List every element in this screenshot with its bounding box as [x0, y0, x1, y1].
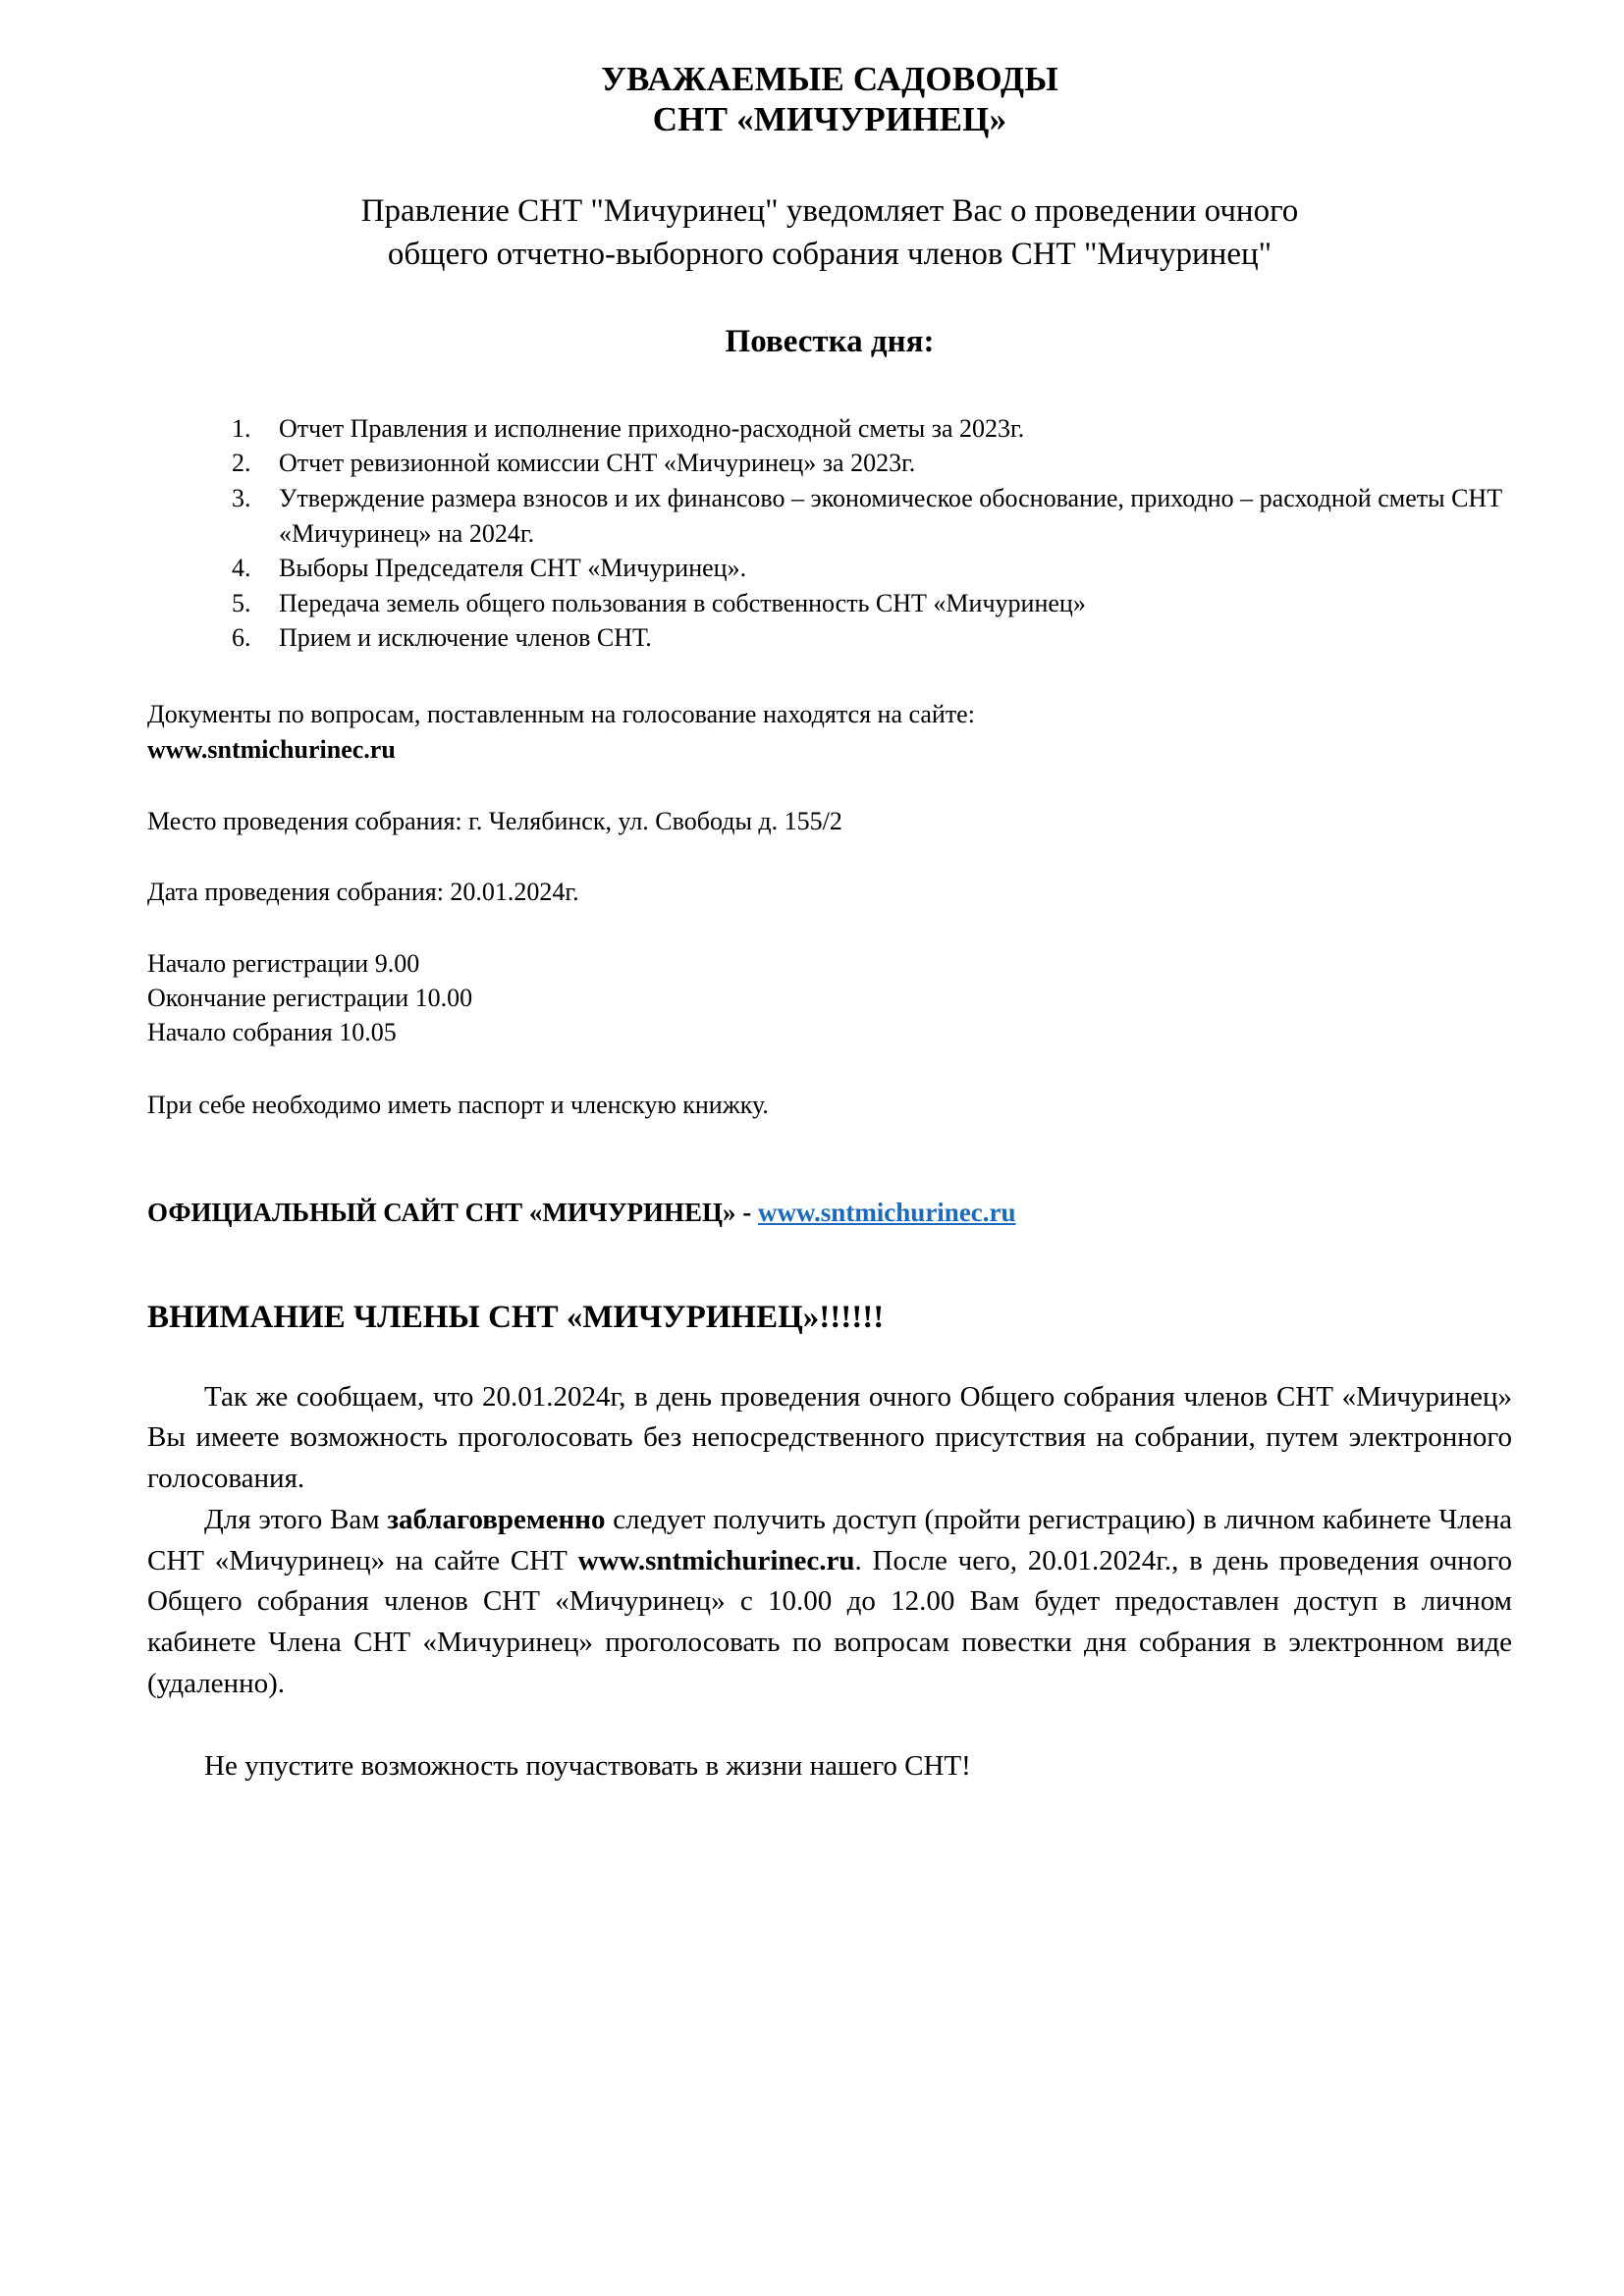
body-para2-bold-site: www.sntmichurinec.ru	[577, 1544, 855, 1576]
documents-site-url: www.sntmichurinec.ru	[147, 735, 396, 765]
intro-line-2: общего отчетно-выборного собрания членов СНТ "Мичуринец"	[387, 237, 1272, 273]
meeting-start: Начало собрания 10.05	[147, 1018, 397, 1047]
list-item: 5. Передача земель общего пользования в собственность СНТ «Мичуринец»	[257, 586, 1512, 621]
document-content	[147, 0, 1512, 1787]
registration-start: Начало регистрации 9.00	[147, 948, 420, 978]
list-item: 4. Выборы Председателя СНТ «Мичуринец».	[257, 551, 1512, 586]
meeting-date: Дата проведения собрания: 20.01.2024г.	[147, 878, 579, 907]
title-line-1: УВАЖАЕМЫЕ САДОВОДЫ	[601, 60, 1058, 98]
registration-end: Окончание регистрации 10.00	[147, 983, 473, 1012]
list-item: 3. Утверждение размера взносов и их финансово – экономическое обоснование, приходно – расходной сметы СНТ «Мичуринец» на 2024г.	[257, 481, 1512, 551]
official-site-label: ОФИЦИАЛЬНЫЙ САЙТ СНТ «МИЧУРИНЕЦ» -	[147, 1197, 759, 1227]
page-title	[147, 0, 1512, 140]
intro-line-1: Правление СНТ "Мичуринец" уведомляет Вас о проведении очного	[360, 192, 1299, 229]
meeting-place: Место проведения собрания: г. Челябинск, ул. Свободы д. 155/2	[147, 806, 842, 835]
official-site-link[interactable]: www.sntmichurinec.ru	[758, 1197, 1016, 1227]
electronic-voting-section	[147, 1338, 1512, 1705]
body-paragraph-1: Так же сообщаем, что 20.01.2024г, в день проведения очного Общего собрания членов СНТ «Мичуринец» Вы имеете возможность проголосовать без непосредственного присутствия на собрании, путем электронного голосования.	[147, 1380, 1512, 1495]
documents-site	[147, 732, 1512, 768]
body-para2-part-a: Для этого Вам	[204, 1503, 388, 1535]
body-paragraph-2	[147, 1500, 1512, 1705]
documents-notice	[147, 656, 1512, 732]
list-item: 1. Отчет Правления и исполнение приходно-расходной сметы за 2023г.	[257, 411, 1512, 447]
attention-heading: ВНИМАНИЕ ЧЛЕНЫ СНТ «МИЧУРИНЕЦ»!!!!!!	[147, 1299, 885, 1335]
meeting-times	[147, 911, 1512, 1050]
agenda-heading: Повестка дня:	[725, 323, 935, 359]
closing-line: Не упустите возможность поучаствовать в жизни нашего СНТ!	[204, 1749, 971, 1782]
intro-paragraph	[147, 140, 1512, 277]
body-para2-bold-advance: заблаговременно	[387, 1503, 606, 1535]
list-item: 6. Прием и исключение членов СНТ.	[257, 620, 1512, 656]
documents-notice-text: Документы по вопросам, поставленным на голосование находятся на сайте:	[147, 699, 975, 728]
body-para2-part-b: следует получить доступ (пройти регистрацию) в личном кабинете Члена СНТ «Мичуринец» на сайте СНТ	[147, 1503, 1512, 1576]
bring-with-you-note: При себе необходимо иметь паспорт и членскую книжку.	[147, 1090, 769, 1119]
list-item: 2. Отчет ревизионной комиссии СНТ «Мичуринец» за 2023г.	[257, 446, 1512, 481]
official-site-line	[147, 1123, 1512, 1228]
body-para2-part-c: . После чего, 20.01.2024г., в день проведения очного Общего собрания членов СНТ «Мичуринец» с 10.00 до 12.00 Вам будет предоставлен доступ в личном кабинете Члена СНТ «Мичуринец» проголосовать по вопросам повестки дня собрания в электронном виде (удаленно).	[147, 1544, 1513, 1699]
agenda-list	[147, 360, 1512, 656]
title-line-2: СНТ «МИЧУРИНЕЦ»	[652, 100, 1007, 139]
